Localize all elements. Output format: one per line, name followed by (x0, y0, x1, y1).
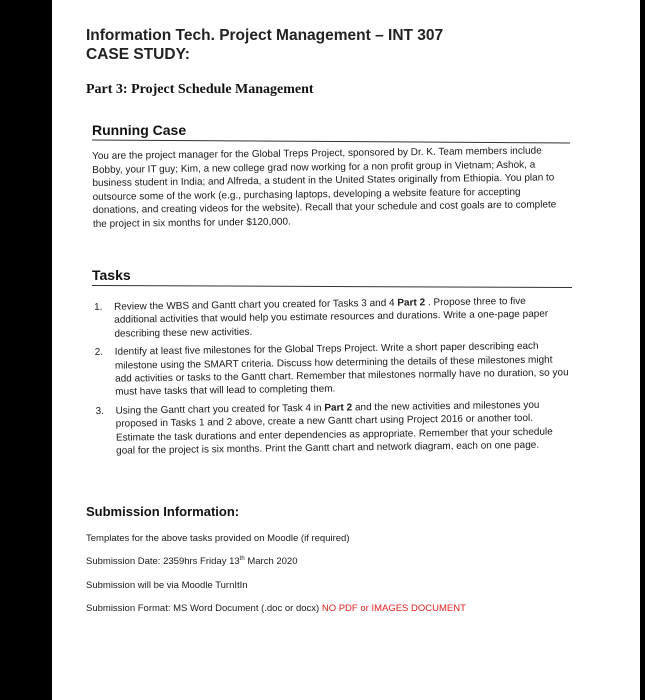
tasks-title: Tasks (92, 267, 131, 283)
task-text: Identify at least five milestones for the Global Treps Project. Write a short paper describing each milestone using the SMART criteria. Discuss how determining the details of these milestones might add activities or tasks to the Gantt chart. Remember that milestones normally have no duration, so you must have tasks that will lead to completing them. (114, 340, 569, 399)
running-case-body: You are the project manager for the Global Treps Project, sponsored by Dr. K. Team members include Bobby, your IT guy; Kim, a new college grad now working for a non profit group in Vietnam; Ashok, a business student in India; and Alfreda, a student in the United States originally from Ethiopia. You plan to outsource some of the work (e.g., purchasing laptops, developing a website feature for accepting donations, and creating videos for the website). Recall that your schedule and cost goals are to complete the project in six months for under $120,000. (92, 145, 557, 230)
task-item-2 (93, 340, 572, 400)
submission-date-suffix: March 2020 (244, 556, 298, 568)
running-case-rule (92, 140, 570, 144)
task-text-cont: . Propose three to five additional activities that would help you estimate resources and durations. Write a one-page paper describing these new activities. (114, 295, 549, 340)
submission-date-sup: th (239, 556, 245, 562)
task-number: 3. (95, 405, 104, 417)
tasks-rule (92, 285, 572, 288)
task-number: 2. (94, 347, 104, 359)
submission-format-prefix: Submission Format: MS Word Document (.doc or docx) (86, 603, 322, 614)
submission-date-prefix: Submission Date: 2359hrs Friday 13 (86, 556, 240, 568)
task-part-ref: Part 2 (324, 402, 353, 414)
task-item-3 (93, 398, 572, 458)
task-text: Using the Gantt chart you created for Task 4 in (115, 402, 325, 417)
task-number: 1. (94, 301, 103, 313)
task-part-ref: Part 2 (397, 297, 426, 309)
case-study-heading: CASE STUDY: (86, 46, 190, 63)
task-text-cont: and the new activities and milestones you proposed in Tasks 1 and 2 above, create a new Gantt chart using Project 2016 or another tool. Estimate the task durations and enter dependencies as appropriate. Remember that your schedule goal for the project is six months. Print the Gantt chart and network diagram, each on one page. (115, 399, 553, 457)
course-title: Information Tech. Project Management – INT 307 (86, 27, 444, 44)
document-page (52, 0, 640, 700)
task-text: Review the WBS and Gantt chart you created for Tasks 3 and 4 (114, 297, 398, 313)
task-item-1 (92, 294, 571, 341)
running-case-title: Running Case (92, 122, 187, 138)
tasks-list (92, 294, 572, 463)
part-title: Part 3: Project Schedule Management (86, 82, 314, 97)
submission-format-warning: NO PDF or IMAGES DOCUMENT (321, 603, 466, 614)
submission-date (86, 556, 298, 567)
submission-via: Submission will be via Moodle TurnItIn (86, 580, 248, 591)
submission-templates: Templates for the above tasks provided on Moodle (if required) (86, 533, 350, 544)
submission-title: Submission Information: (86, 504, 240, 519)
submission-format (86, 603, 466, 614)
